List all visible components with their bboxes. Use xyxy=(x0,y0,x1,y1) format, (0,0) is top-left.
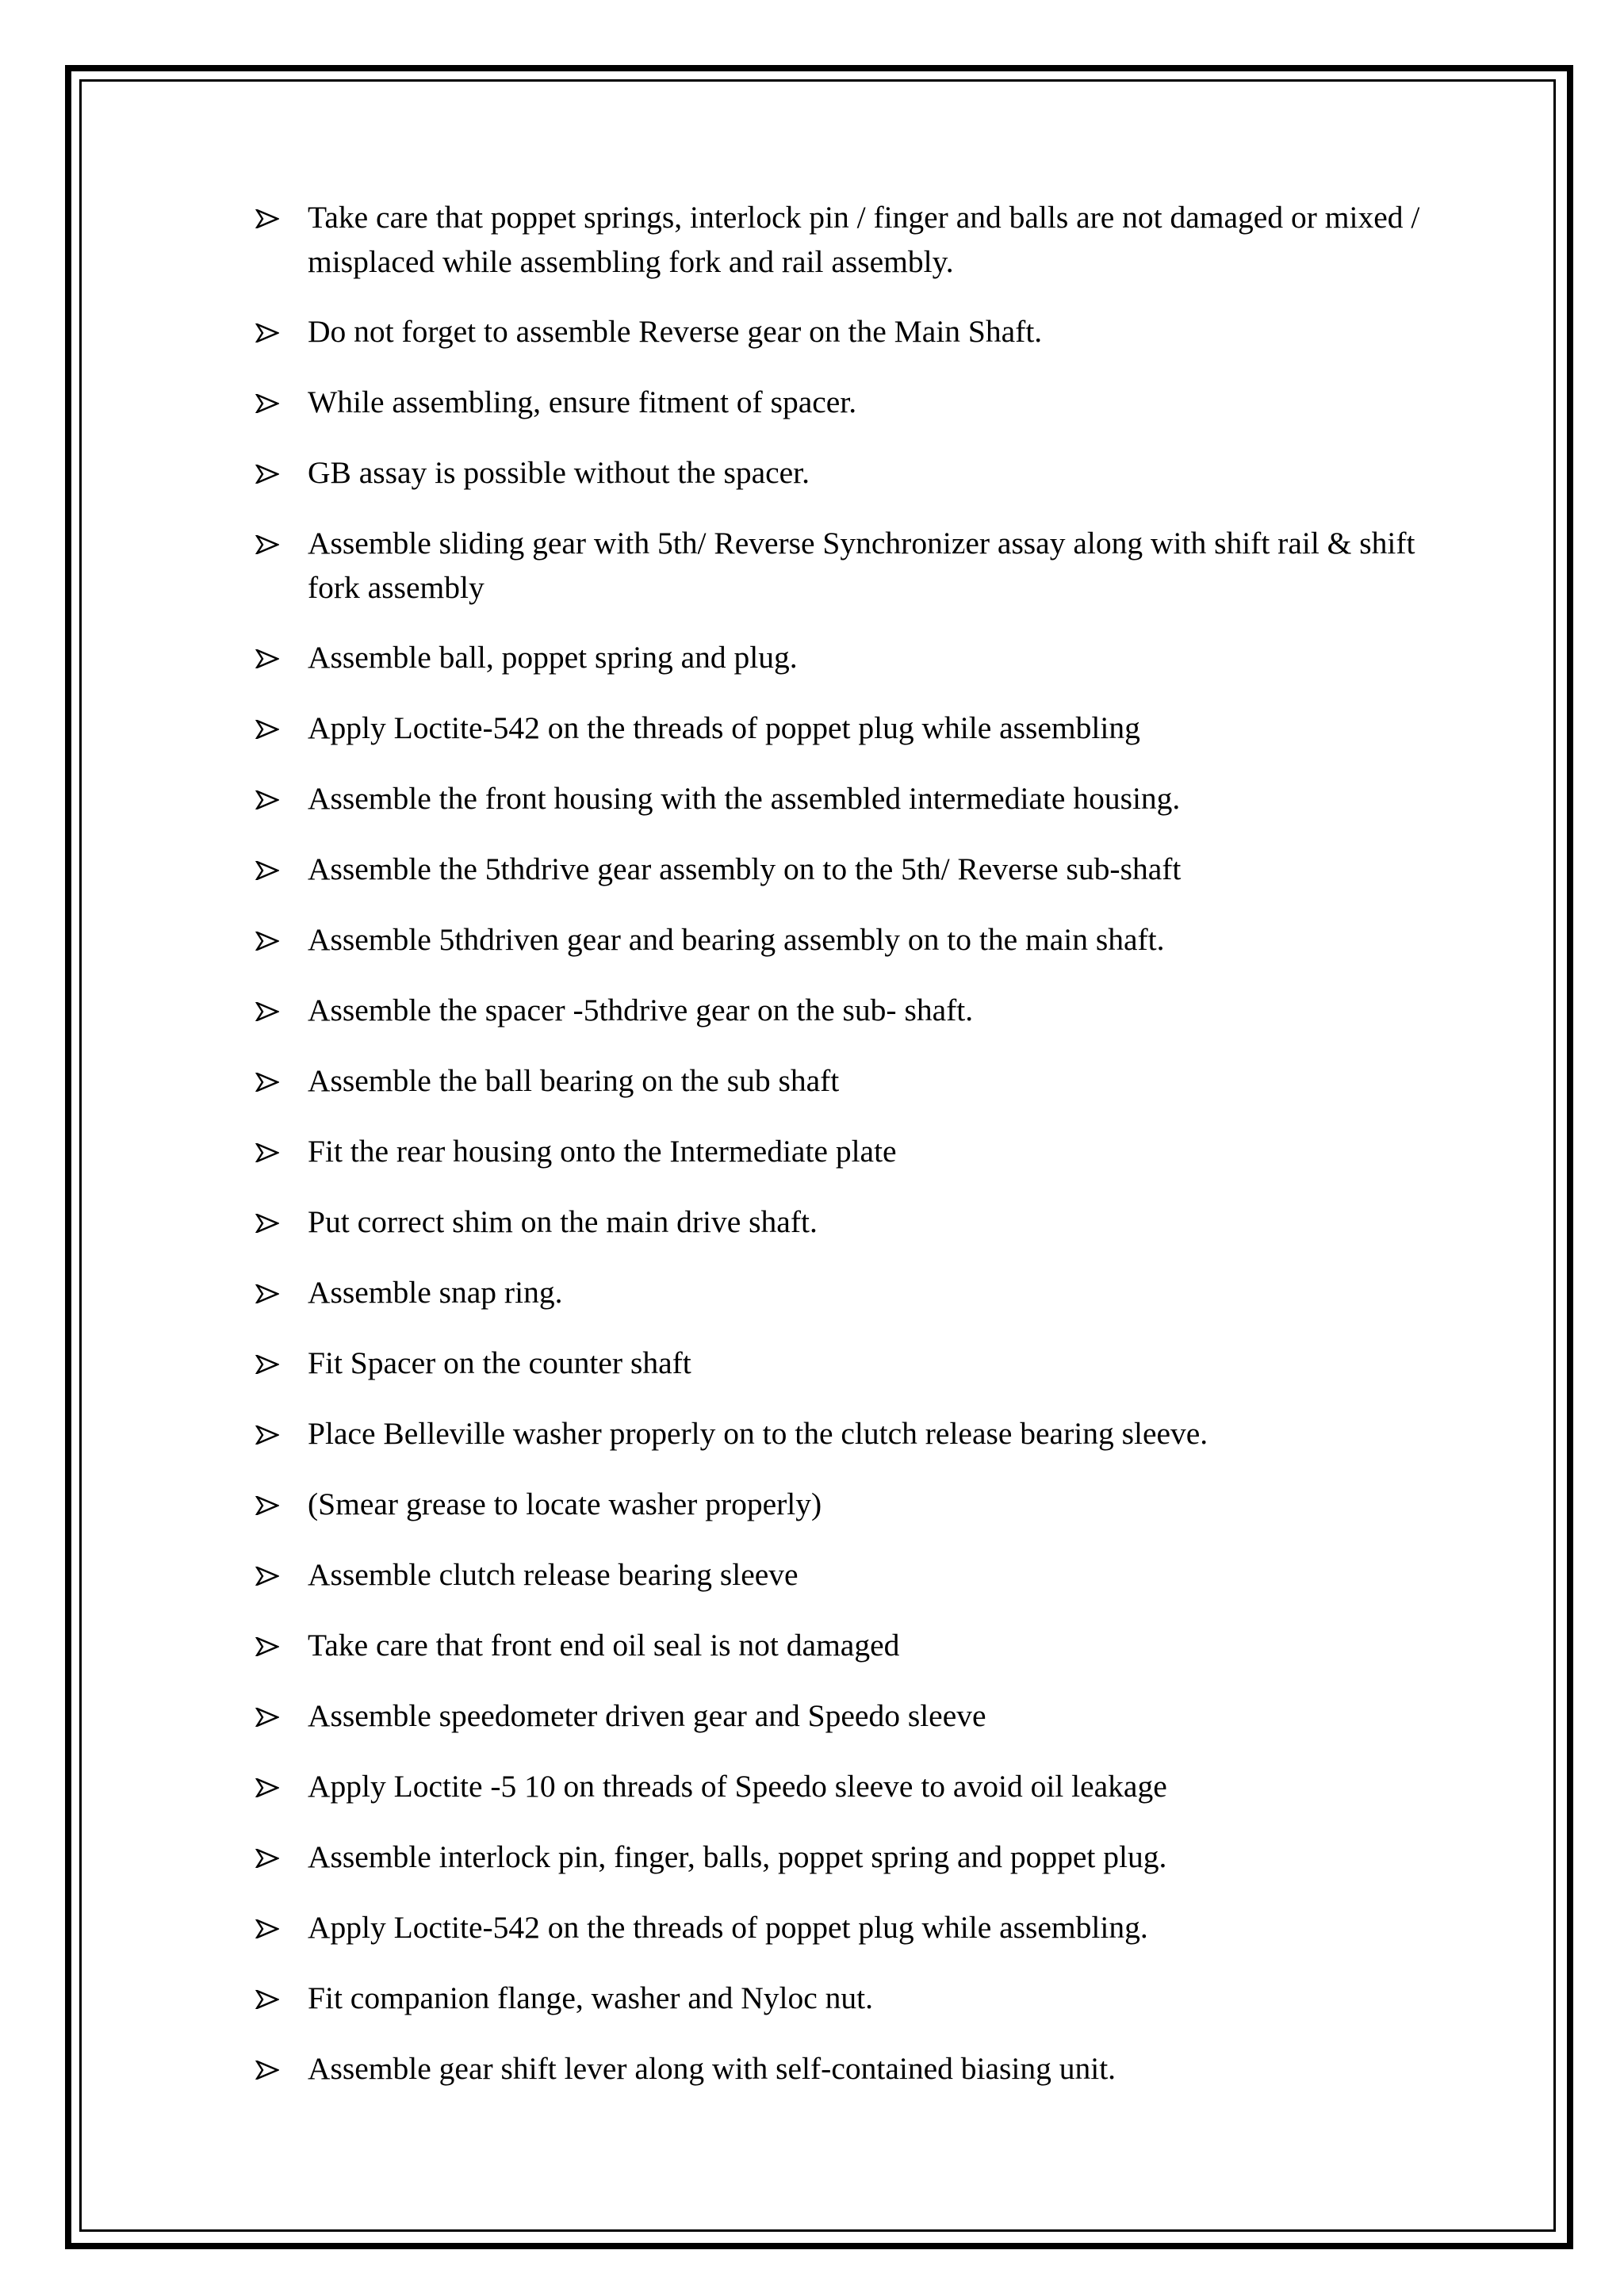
arrowhead-bullet-icon xyxy=(255,1496,279,1515)
arrowhead-bullet-icon xyxy=(255,209,279,228)
arrowhead-bullet-icon xyxy=(255,1778,279,1797)
arrowhead-bullet-icon xyxy=(255,1002,279,1021)
list-item-text: Assemble the front housing with the assembled intermediate housing. xyxy=(308,781,1181,816)
list-item-text: Apply Loctite -5 10 on threads of Speedo sleeve to avoid oil leakage xyxy=(308,1769,1167,1804)
list-item xyxy=(255,847,1429,891)
arrowhead-bullet-icon xyxy=(255,2061,279,2080)
list-item-text: Fit the rear housing onto the Intermediate plate xyxy=(308,1134,897,1169)
list-item xyxy=(255,1270,1429,1314)
list-item-text: GB assay is possible without the spacer. xyxy=(308,455,810,490)
arrowhead-bullet-icon xyxy=(255,1214,279,1233)
list-item-text: Assemble 5thdriven gear and bearing assembly on to the main shaft. xyxy=(308,922,1165,957)
arrowhead-bullet-icon xyxy=(255,323,279,342)
list-item-text: Fit Spacer on the counter shaft xyxy=(308,1345,691,1380)
list-item-text: Put correct shim on the main drive shaft. xyxy=(308,1204,818,1239)
document-content xyxy=(255,195,1429,2117)
list-item-text: Assemble ball, poppet spring and plug. xyxy=(308,640,798,675)
arrowhead-bullet-icon xyxy=(255,394,279,413)
list-item xyxy=(255,309,1429,354)
list-item-text: Take care that front end oil seal is not damaged xyxy=(308,1628,900,1663)
list-item xyxy=(255,1058,1429,1103)
list-item xyxy=(255,776,1429,821)
list-item xyxy=(255,521,1429,610)
list-item-text: Assemble gear shift lever along with self-contained biasing unit. xyxy=(308,2051,1116,2086)
list-item xyxy=(255,1623,1429,1667)
list-item xyxy=(255,195,1429,284)
arrowhead-bullet-icon xyxy=(255,861,279,880)
list-item xyxy=(255,380,1429,424)
list-item xyxy=(255,1129,1429,1173)
list-item-text: Assemble interlock pin, finger, balls, poppet spring and poppet plug. xyxy=(308,1839,1167,1874)
list-item-text: Assemble clutch release bearing sleeve xyxy=(308,1557,799,1592)
list-item-text: Assemble snap ring. xyxy=(308,1275,563,1310)
list-item xyxy=(255,1200,1429,1244)
arrowhead-bullet-icon xyxy=(255,649,279,668)
list-item xyxy=(255,1341,1429,1385)
arrowhead-bullet-icon xyxy=(255,1143,279,1162)
list-item-text: Do not forget to assemble Reverse gear on the Main Shaft. xyxy=(308,314,1043,349)
arrowhead-bullet-icon xyxy=(255,720,279,739)
arrowhead-bullet-icon xyxy=(255,1637,279,1656)
list-item-text: Assemble the spacer -5thdrive gear on the sub- shaft. xyxy=(308,993,974,1027)
list-item xyxy=(255,635,1429,679)
list-item xyxy=(255,2046,1429,2091)
arrowhead-bullet-icon xyxy=(255,1284,279,1303)
arrowhead-bullet-icon xyxy=(255,1355,279,1374)
arrowhead-bullet-icon xyxy=(255,790,279,809)
list-item-text: Fit companion flange, washer and Nyloc nut. xyxy=(308,1980,874,2015)
list-item-text: Assemble speedometer driven gear and Speedo sleeve xyxy=(308,1698,986,1733)
arrowhead-bullet-icon xyxy=(255,1567,279,1586)
list-item xyxy=(255,1552,1429,1597)
list-item xyxy=(255,1411,1429,1456)
list-item xyxy=(255,706,1429,750)
list-item-text: Apply Loctite-542 on the threads of poppet plug while assembling xyxy=(308,710,1140,745)
list-item-text: Assemble the ball bearing on the sub shaft xyxy=(308,1063,840,1098)
bullet-list xyxy=(255,195,1429,2091)
arrowhead-bullet-icon xyxy=(255,1849,279,1868)
list-item xyxy=(255,1764,1429,1808)
list-item xyxy=(255,1482,1429,1526)
list-item-text: Assemble the 5thdrive gear assembly on to the 5th/ Reverse sub-shaft xyxy=(308,851,1182,886)
list-item xyxy=(255,917,1429,962)
list-item-text: Assemble sliding gear with 5th/ Reverse Synchronizer assay along with shift rail & shift fork assembly xyxy=(308,526,1415,605)
list-item-text: Apply Loctite-542 on the threads of poppet plug while assembling. xyxy=(308,1910,1148,1945)
list-item xyxy=(255,1693,1429,1738)
arrowhead-bullet-icon xyxy=(255,1425,279,1445)
list-item-text: Place Belleville washer properly on to the clutch release bearing sleeve. xyxy=(308,1416,1208,1451)
arrowhead-bullet-icon xyxy=(255,535,279,554)
arrowhead-bullet-icon xyxy=(255,1073,279,1092)
arrowhead-bullet-icon xyxy=(255,1708,279,1727)
list-item-text: Take care that poppet springs, interlock pin / finger and balls are not damaged or mixed / misplaced while assembling fork and rail assembly. xyxy=(308,200,1420,279)
arrowhead-bullet-icon xyxy=(255,1990,279,2009)
arrowhead-bullet-icon xyxy=(255,465,279,484)
list-item xyxy=(255,450,1429,495)
list-item xyxy=(255,1835,1429,1879)
list-item-text: (Smear grease to locate washer properly) xyxy=(308,1487,822,1521)
list-item xyxy=(255,1905,1429,1950)
arrowhead-bullet-icon xyxy=(255,932,279,951)
list-item xyxy=(255,988,1429,1032)
list-item xyxy=(255,1976,1429,2020)
arrowhead-bullet-icon xyxy=(255,1919,279,1938)
list-item-text: While assembling, ensure fitment of spacer. xyxy=(308,385,857,419)
